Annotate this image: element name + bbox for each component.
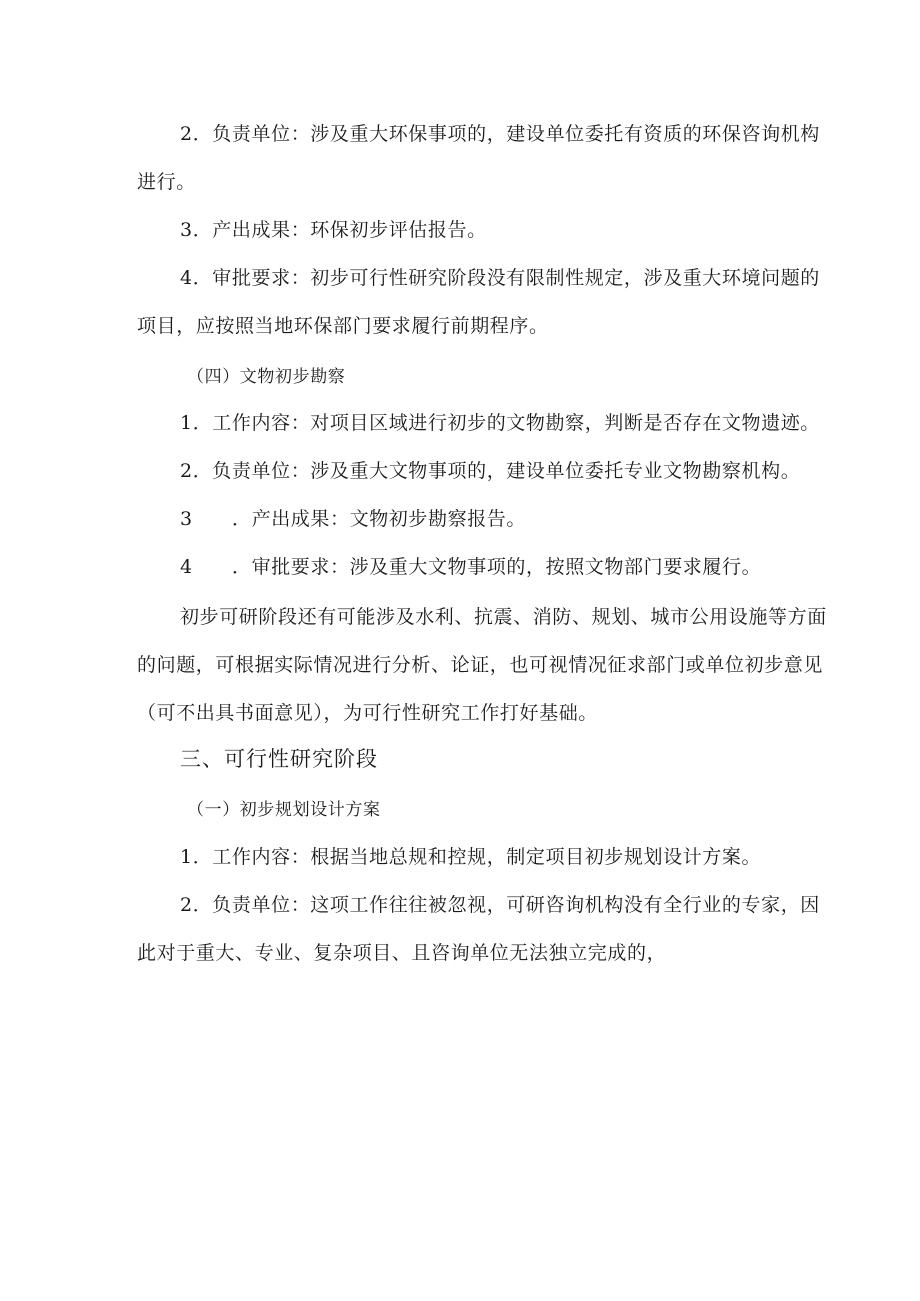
- para-4-number: 4: [180, 556, 193, 578]
- section-heading-preliminary-planning: （一）初步规划设计方案: [187, 800, 381, 820]
- section-heading-cultural-survey: （四）文物初步勘察: [187, 367, 346, 387]
- paragraph-other-issues-line-1: 初步可研阶段还有可能涉及水利、抗震、消防、规划、城市公用设施等方面: [180, 606, 827, 628]
- para-3-number: 3: [180, 508, 193, 530]
- chapter-heading-feasibility-study: 三、可行性研究阶段: [180, 747, 378, 771]
- para-2-responsible-env-line-2: 进行。: [137, 171, 196, 193]
- para-2-responsible-env-line-1: 2．负责单位：涉及重大环保事项的，建设单位委托有资质的环保咨询机构: [180, 123, 820, 145]
- para-4-approval-env-line-2: 项目，应按照当地环保部门要求履行前期程序。: [137, 315, 549, 337]
- para-4-approval-cultural: ．审批要求：涉及重大文物事项的，按照文物部门要求履行。: [232, 556, 762, 578]
- paragraph-other-issues-line-3: （可不出具书面意见），为可行性研究工作打好基础。: [137, 702, 598, 724]
- para-2-responsible-planning-line-2: 此对于重大、专业、复杂项目、且咨询单位无法独立完成的，: [137, 942, 667, 964]
- para-2-responsible-cultural: 2．负责单位：涉及重大文物事项的，建设单位委托专业文物勘察机构。: [180, 460, 801, 482]
- para-1-work-content-planning: 1．工作内容：根据当地总规和控规，制定项目初步规划设计方案。: [180, 846, 762, 868]
- paragraph-other-issues-line-2: 的问题，可根据实际情况进行分析、论证，也可视情况征求部门或单位初步意见: [137, 654, 824, 676]
- para-3-output-cultural: ．产出成果：文物初步勘察报告。: [232, 508, 527, 530]
- para-2-responsible-planning-line-1: 2．负责单位：这项工作往往被忽视，可研咨询机构没有全行业的专家，因: [180, 894, 820, 916]
- para-1-work-content-cultural: 1．工作内容：对项目区域进行初步的文物勘察，判断是否存在文物遗迹。: [180, 412, 820, 434]
- para-4-approval-env-line-1: 4．审批要求：初步可行性研究阶段没有限制性规定，涉及重大环境问题的: [180, 267, 820, 289]
- para-3-output-env: 3．产出成果：环保初步评估报告。: [180, 219, 487, 241]
